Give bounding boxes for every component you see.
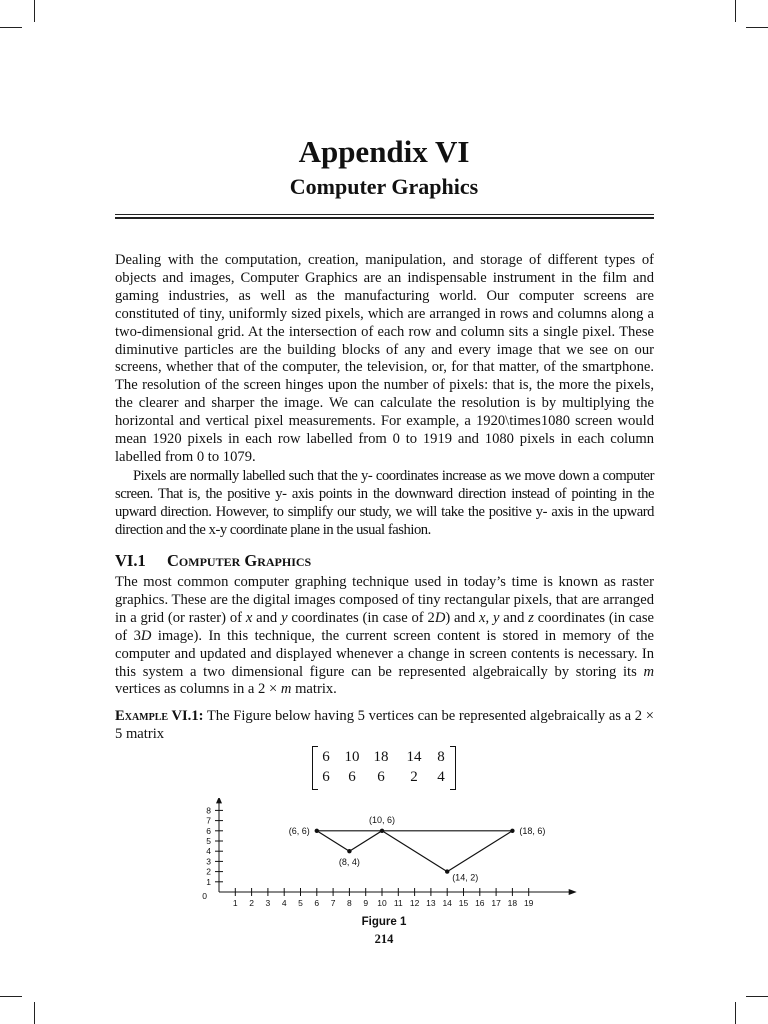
x-tick-label: 1: [232, 898, 238, 908]
crop-mark: [0, 996, 22, 997]
x-tick-label: 10: [377, 898, 387, 908]
matrix-cell: 18: [373, 749, 389, 765]
vertex-label: (6, 6): [288, 825, 310, 836]
figure-edge: [349, 831, 382, 851]
y-tick-label: 2: [206, 866, 211, 877]
y-tick-label: 3: [206, 856, 211, 867]
x-tick-label: 18: [507, 898, 518, 908]
y-tick-label: 5: [206, 836, 211, 846]
x-tick-label: 19: [523, 898, 534, 908]
matrix-cell: 10: [344, 749, 360, 765]
title-divider-thick: [115, 217, 654, 219]
figure-edge: [382, 831, 447, 872]
section-heading: [115, 550, 654, 572]
y-tick-label: 7: [206, 815, 211, 826]
figure-caption: Figure 1: [361, 916, 407, 928]
figure-edge: [317, 831, 350, 851]
matrix-cell: 2: [410, 769, 418, 785]
crop-mark: [0, 27, 22, 28]
matrix-cell: 4: [437, 769, 445, 785]
x-tick-label: 9: [363, 898, 369, 908]
matrix-cell: 6: [322, 749, 330, 765]
section-paragraph: The most common computer graphing technique used in today’s time is known as raster graphics. These are the digital images composed of tiny rectangular pixels, that are arranged in a grid (or raster) of x and y coordinates (in case of 2D) and x, y and z coordinates (in case of 3D image). In this technique, the current screen content is stored in memory of the computer and updated and displayed whenever a change in screen contents is necessary. In this system a two dimensional figure can be represented algebraically by storing its m vertices as columns in a 2 × m matrix.: [115, 574, 655, 698]
vertex-point: [347, 849, 351, 853]
paragraph-1: Dealing with the computation, creation, manipulation, and storage of different types of objects and images, Computer Graphics are an indispensable instrument in the film and gaming industries, as well as the manufacturing world. Our computer screens are constituted of tiny, uniformly sized pixels, which are arranged in rows and columns along a two-dimensional grid. At the intersection of each row and column sits a single pixel. These diminutive particles are the building blocks of any and every image that we see on our screens, whether that of the computer, the television, or, for that matter, of the smartphone. The resolution of the screen hinges upon the number of pixels: that is, the more the pixels, the clearer and sharper the image. We can calculate the resolution is by multiplying the horizontal and vertical pixel measurements. For example, a 1920\times1080 screen would mean 1920 pixels in each row labelled from 0 to 1919 and 1080 pixels in each column labelled from 0 to 1079.: [115, 252, 654, 465]
x-tick-label: 14: [442, 898, 452, 908]
intro-text: [115, 252, 654, 540]
page-number: 214: [374, 932, 394, 946]
x-tick-label: 11: [393, 898, 403, 908]
x-tick-label: 4: [281, 898, 287, 908]
example-body: The Figure below having 5 vertices can be represented algebraically as a 2 × 5 matrix: [115, 708, 654, 742]
vertex-label: (10, 6): [368, 814, 396, 825]
vertex-matrix: [312, 746, 456, 790]
x-tick-label: 5: [298, 898, 303, 908]
matrix-cell: 6: [348, 769, 356, 785]
x-tick-label: 12: [409, 898, 420, 908]
vertex-label: (8, 4): [338, 857, 360, 868]
paragraph-2: Pixels are normally labelled such that the y- coordinates increase as we move down a computer screen. That is, the positive y- axis points in the downward direction instead of pointing in the upward direction. However, to simplify our study, we will take the positive y- axis in the upward direction and the x-y coordinate plane in the usual fashion.: [115, 467, 654, 538]
example-paragraph: [115, 708, 654, 744]
matrix-cell: 14: [406, 749, 422, 765]
crop-mark: [34, 0, 35, 22]
y-tick-label: 4: [206, 846, 211, 857]
vertex-label: (14, 2): [452, 872, 479, 883]
crop-mark: [735, 0, 736, 22]
vertex-point: [380, 829, 384, 833]
crop-mark: [34, 1002, 35, 1024]
vertex-point: [445, 869, 449, 873]
crop-mark: [746, 27, 768, 28]
vertex-label: (18, 6): [519, 825, 546, 836]
figure-edge: [447, 831, 512, 872]
matrix-cell: 8: [437, 749, 445, 765]
x-tick-label: 15: [458, 898, 469, 908]
x-tick-label: 2: [249, 898, 254, 908]
x-tick-label: 3: [265, 898, 271, 908]
example-label: Example VI.1:: [115, 708, 204, 724]
origin-label: 0: [202, 891, 207, 901]
crop-mark: [746, 996, 768, 997]
page-subtitle: Computer Graphics: [289, 174, 479, 199]
x-tick-label: 13: [426, 898, 436, 908]
section-number: VI.1: [115, 551, 146, 570]
vertex-point: [315, 829, 319, 833]
matrix-cell: 6: [377, 769, 385, 785]
y-axis-arrow: [216, 798, 222, 803]
y-tick-label: 6: [206, 825, 211, 836]
vertex-point: [510, 829, 514, 833]
section-text: [115, 574, 654, 699]
x-axis-arrow: [569, 889, 577, 895]
x-tick-label: 8: [347, 898, 352, 908]
title-divider: [115, 214, 654, 215]
x-tick-label: 16: [475, 898, 485, 908]
matrix-cell: 6: [322, 769, 330, 785]
section-title: Computer Graphics: [167, 551, 312, 570]
example-text: [115, 708, 654, 744]
coordinate-figure: [190, 798, 580, 914]
y-tick-label: 8: [206, 805, 211, 816]
crop-mark: [735, 1002, 736, 1024]
x-tick-label: 17: [491, 898, 501, 908]
y-tick-label: 1: [206, 876, 211, 887]
x-tick-label: 6: [314, 898, 320, 908]
x-tick-label: 7: [330, 898, 336, 908]
page-title: Appendix VI: [298, 134, 470, 169]
